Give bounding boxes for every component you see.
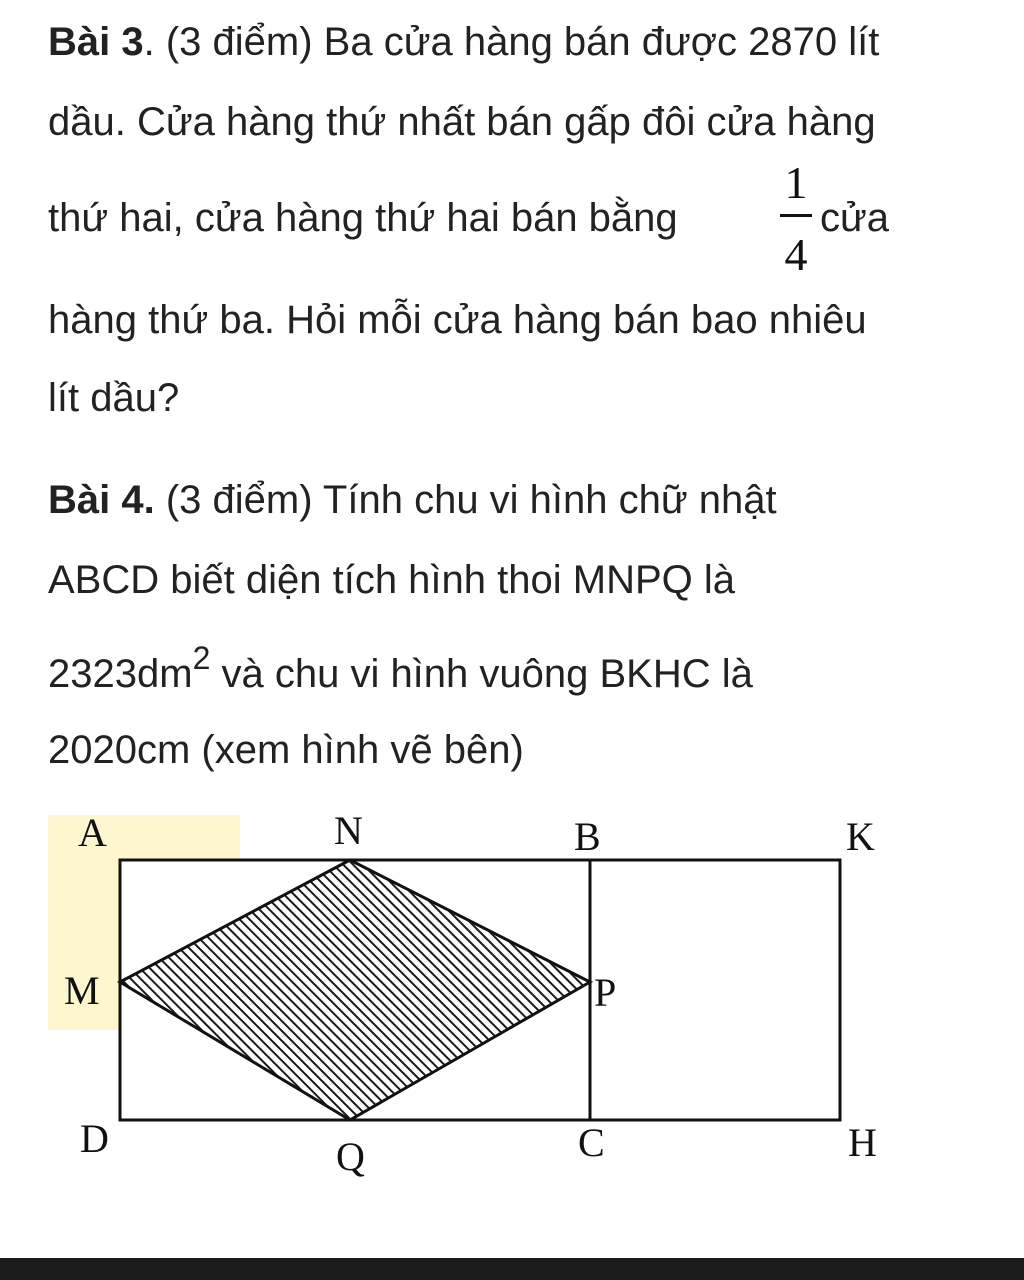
label-k: K: [846, 814, 875, 859]
problem3-line2: dầu. Cửa hàng thứ nhất bán gấp đôi cửa hàng: [48, 100, 876, 144]
label-m: M: [64, 968, 100, 1013]
label-p: P: [594, 970, 617, 1015]
label-d: D: [80, 1116, 109, 1161]
problem4-line2: ABCD biết diện tích hình thoi MNPQ là: [48, 558, 735, 602]
label-h: H: [848, 1120, 877, 1165]
problem4-line1-text: (3 điểm) Tính chu vi hình chữ nhật: [154, 478, 777, 522]
area-exponent: 2: [192, 640, 211, 676]
fraction-bar: [780, 214, 812, 217]
geometry-figure: [0, 800, 1024, 1200]
problem3-line3-after: cửa: [820, 196, 890, 240]
label-q: Q: [336, 1134, 365, 1179]
problem3-title: Bài 3: [48, 20, 144, 64]
problem3-line4: hàng thứ ba. Hỏi mỗi cửa hàng bán bao nhiêu: [48, 298, 867, 342]
label-n: N: [334, 808, 363, 853]
problem4-line3-text: và chu vi hình vuông BKHC là: [210, 652, 753, 696]
bottom-bar: [0, 1258, 1024, 1280]
label-a: A: [78, 810, 107, 855]
problem3-line3-text: thứ hai, cửa hàng thứ hai bán bằng: [48, 196, 678, 240]
area-value: 2323dm: [48, 652, 193, 696]
fraction-numerator: 1: [784, 157, 808, 208]
problem3-line1-text: . (3 điểm) Ba cửa hàng bán được 2870 lít: [143, 20, 880, 64]
problem4-title: Bài 4.: [48, 478, 155, 522]
label-c: C: [578, 1120, 605, 1165]
fraction-denominator: 4: [784, 229, 808, 280]
problem4-line3: [48, 640, 753, 700]
problem3-line1: [48, 18, 879, 66]
problem3-line5: lít dầu?: [48, 376, 180, 420]
rhombus-mnpq: [120, 860, 590, 1120]
label-b: B: [574, 814, 601, 859]
problem4-line4: 2020cm (xem hình vẽ bên): [48, 728, 524, 772]
problem4-line1: [48, 476, 777, 524]
problem3-line3: [48, 194, 678, 242]
square-bkhc: [590, 860, 840, 1120]
